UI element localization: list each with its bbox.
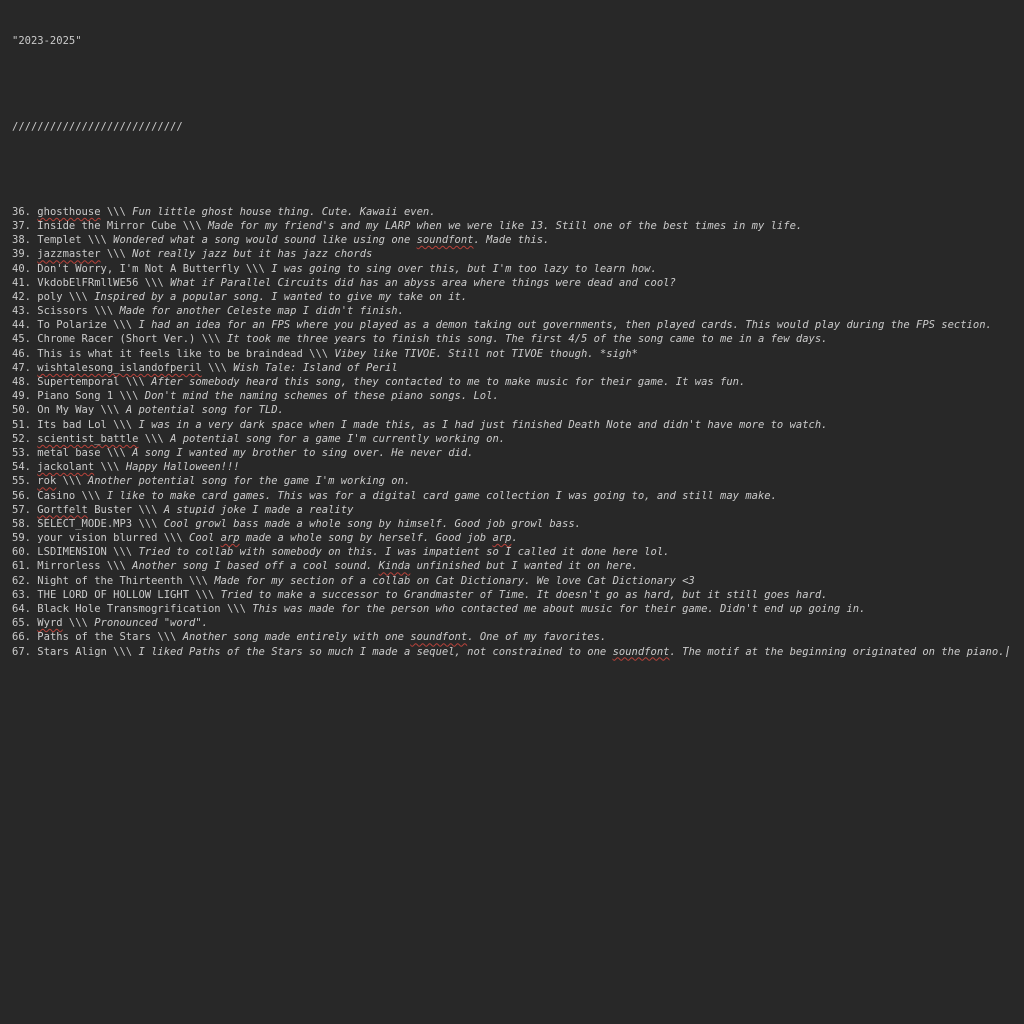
- item-title: THE LORD OF HOLLOW LIGHT: [37, 588, 190, 601]
- item-title: LSDIMENSION: [37, 546, 107, 559]
- item-number: 44.: [12, 319, 38, 332]
- item-separator: \\\: [138, 432, 171, 445]
- list-item: [12, 205, 1014, 219]
- item-description: I liked Paths of the Stars so much I made a sequel, not constrained to one: [138, 645, 613, 658]
- item-description: I was in a very dark space when I made this, as I had just finished Death Note and didn't have more to watch.: [138, 418, 828, 431]
- item-number: 53.: [12, 446, 38, 459]
- item-description: A potential song for TLD.: [125, 404, 284, 417]
- item-separator: \\\: [75, 489, 107, 502]
- item-separator: \\\: [100, 560, 133, 573]
- item-separator: \\\: [132, 503, 164, 516]
- item-separator: \\\: [100, 446, 133, 459]
- item-number: 58.: [12, 517, 38, 530]
- item-description: made a whole song by herself. Good job: [239, 532, 493, 545]
- misspelled-word: arp: [220, 532, 240, 545]
- item-separator: \\\: [220, 603, 253, 616]
- item-description: Happy Halloween!!!: [125, 461, 240, 474]
- item-description: Another potential song for the game I'm working on.: [87, 475, 411, 488]
- item-number: 40.: [12, 262, 38, 275]
- item-title: your vision blurred: [37, 532, 158, 545]
- list-item: [12, 332, 1014, 346]
- item-title: Supertemporal: [37, 376, 120, 389]
- item-separator: \\\: [119, 376, 152, 389]
- list-item: [12, 347, 1014, 361]
- item-number: 49.: [12, 390, 38, 403]
- item-number: 48.: [12, 376, 38, 389]
- item-number: 45.: [12, 333, 38, 346]
- list-item: [12, 418, 1014, 432]
- item-number: 51.: [12, 418, 38, 431]
- item-title: metal base: [37, 446, 101, 459]
- item-separator: \\\: [81, 234, 114, 247]
- item-title: Templet: [37, 234, 82, 247]
- item-title: Inside the Mirror Cube: [37, 219, 177, 232]
- item-description: Don't mind the naming schemes of these piano songs. Lol.: [144, 390, 499, 403]
- item-number: 52.: [12, 432, 38, 445]
- item-description: Vibey like TIVOE. Still not TIVOE though. *sigh*: [334, 347, 638, 360]
- item-description: unfinished but I wanted it on here.: [410, 560, 638, 573]
- item-title: On My Way: [37, 404, 95, 417]
- item-description: A stupid joke I made a reality: [163, 503, 354, 516]
- misspelled-word: Gortfelt: [37, 503, 88, 516]
- list-item: [12, 616, 1014, 630]
- item-separator: \\\: [132, 517, 164, 530]
- item-number: 54.: [12, 461, 38, 474]
- item-description: Made for my friend's and my LARP when we were like 13. Still one of the best times in my life.: [207, 219, 803, 232]
- item-number: 43.: [12, 305, 38, 318]
- misspelled-word: wishtalesong_islandofperil: [37, 361, 202, 374]
- list-item: [12, 645, 1014, 659]
- item-title: Casino: [37, 489, 76, 502]
- item-title: Buster: [87, 503, 133, 516]
- misspelled-word: soundfont: [612, 645, 670, 658]
- item-separator: \\\: [87, 305, 120, 318]
- misspelled-word: jackolant: [37, 461, 95, 474]
- list-item: [12, 559, 1014, 573]
- misspelled-word: scientist_battle: [37, 432, 139, 445]
- page-title: "2023-2025": [12, 35, 82, 48]
- list-item: [12, 403, 1014, 417]
- item-description: A potential song for a game I'm currently working on.: [170, 432, 506, 445]
- item-title: Mirrorless: [37, 560, 101, 573]
- item-number: 42.: [12, 290, 38, 303]
- item-description: Tried to collab with somebody on this. I was impatient so I called it done here lol.: [138, 546, 670, 559]
- item-description: This was made for the person who contacted me about music for their game. Didn't end up going in.: [252, 603, 866, 616]
- blank-line: [12, 162, 1014, 176]
- item-description: After somebody heard this song, they contacted to me to make music for their game. It was fun.: [151, 376, 746, 389]
- list-item: [12, 531, 1014, 545]
- item-number: 39.: [12, 248, 38, 261]
- item-separator: \\\: [106, 546, 139, 559]
- item-title: Piano Song 1: [37, 390, 114, 403]
- item-separator: \\\: [138, 276, 171, 289]
- item-description: Inspired by a popular song. I wanted to give my take on it.: [94, 290, 468, 303]
- item-number: 36.: [12, 205, 38, 218]
- item-title: To Polarize: [37, 319, 107, 332]
- item-description: . One of my favorites.: [467, 631, 607, 644]
- item-description: Not really jazz but it has jazz chords: [132, 248, 373, 261]
- item-separator: \\\: [302, 347, 335, 360]
- item-number: 47.: [12, 361, 38, 374]
- list-item: [12, 446, 1014, 460]
- item-number: 56.: [12, 489, 38, 502]
- item-title: This is what it feels like to be braindead: [37, 347, 303, 360]
- misspelled-word: ghosthouse: [37, 205, 101, 218]
- item-description: Fun little ghost house thing. Cute. Kawaii even.: [132, 205, 436, 218]
- item-title: SELECT_MODE.MP3: [37, 517, 133, 530]
- list-item: [12, 574, 1014, 588]
- item-title: Black Hole Transmogrification: [37, 603, 221, 616]
- list-item: [12, 361, 1014, 375]
- item-description: Wondered what a song would sound like using one: [113, 234, 417, 247]
- item-separator: \\\: [94, 461, 126, 474]
- item-title: Don't Worry, I'm Not A Butterfly: [37, 262, 240, 275]
- list-item: [12, 517, 1014, 531]
- item-number: 64.: [12, 603, 38, 616]
- item-title: Its bad Lol: [37, 418, 107, 431]
- list-item: [12, 545, 1014, 559]
- misspelled-word: jazzmaster: [37, 248, 101, 261]
- list-item: [12, 318, 1014, 332]
- item-description: Pronounced "word".: [94, 617, 208, 630]
- misspelled-word: rok: [37, 475, 57, 488]
- item-description: .: [511, 532, 518, 545]
- item-description: . Made this.: [473, 234, 550, 247]
- list-item: [12, 489, 1014, 503]
- list-item: [12, 630, 1014, 644]
- item-title: Chrome Racer (Short Ver.): [37, 333, 196, 346]
- list-item: [12, 503, 1014, 517]
- item-number: 41.: [12, 276, 38, 289]
- item-separator: \\\: [100, 205, 133, 218]
- misspelled-word: soundfont: [410, 631, 468, 644]
- item-description: Made for another Celeste map I didn't finish.: [119, 305, 404, 318]
- list-item: [12, 588, 1014, 602]
- item-separator: \\\: [195, 333, 227, 346]
- item-description: Another song I based off a cool sound.: [132, 560, 379, 573]
- item-description: Another song made entirely with one: [182, 631, 411, 644]
- item-number: 66.: [12, 631, 38, 644]
- list-item: [12, 219, 1014, 233]
- item-number: 63.: [12, 588, 38, 601]
- item-number: 55.: [12, 475, 38, 488]
- item-separator: \\\: [62, 617, 95, 630]
- text-cursor: [1006, 646, 1009, 657]
- item-separator: \\\: [106, 645, 139, 658]
- item-separator: \\\: [239, 262, 272, 275]
- item-description: I was going to sing over this, but I'm too lazy to learn how.: [271, 262, 657, 275]
- misspelled-word: Wyrd: [37, 617, 63, 630]
- divider: ///////////////////////////: [12, 120, 183, 133]
- item-number: 46.: [12, 347, 38, 360]
- item-description: Cool: [189, 532, 221, 545]
- item-description: What if Parallel Circuits did has an abyss area where things were dead and cool?: [170, 276, 676, 289]
- item-title: poly: [37, 290, 63, 303]
- song-list: [12, 205, 1014, 659]
- misspelled-word: arp: [492, 532, 512, 545]
- item-separator: \\\: [113, 390, 145, 403]
- item-number: 50.: [12, 404, 38, 417]
- item-description: It took me three years to finish this song. The first 4/5 of the song came to me in a few days.: [226, 333, 828, 346]
- item-separator: \\\: [56, 475, 88, 488]
- item-number: 60.: [12, 546, 38, 559]
- list-item: [12, 304, 1014, 318]
- item-number: 67.: [12, 645, 38, 658]
- item-description: Wish Tale: Island of Peril: [233, 361, 398, 374]
- item-separator: \\\: [157, 532, 190, 545]
- item-separator: \\\: [106, 319, 139, 332]
- list-item: [12, 290, 1014, 304]
- list-item: [12, 233, 1014, 247]
- item-number: 62.: [12, 574, 38, 587]
- item-separator: \\\: [182, 574, 215, 587]
- item-title: Stars Align: [37, 645, 107, 658]
- item-separator: \\\: [94, 404, 126, 417]
- item-separator: \\\: [62, 290, 95, 303]
- misspelled-word: Kinda: [378, 560, 411, 573]
- list-item: [12, 602, 1014, 616]
- item-number: 57.: [12, 503, 38, 516]
- item-separator: \\\: [189, 588, 221, 601]
- list-item: [12, 460, 1014, 474]
- list-item: [12, 262, 1014, 276]
- item-description: Tried to make a successor to Grandmaster of Time. It doesn't go as hard, but it still goes hard.: [220, 588, 828, 601]
- item-title: Night of the Thirteenth: [37, 574, 183, 587]
- item-separator: \\\: [176, 219, 208, 232]
- list-item: [12, 375, 1014, 389]
- item-number: 37.: [12, 219, 38, 232]
- list-item: [12, 474, 1014, 488]
- item-description: A song I wanted my brother to sing over. He never did.: [132, 446, 474, 459]
- item-description: I had an idea for an FPS where you played as a demon taking out governments, then played cards. This would play during the FPS section.: [138, 319, 992, 332]
- list-item: [12, 276, 1014, 290]
- item-description: Cool growl bass made a whole song by himself. Good job growl bass.: [163, 517, 581, 530]
- item-description: . The motif at the beginning originated on the piano.: [669, 645, 1005, 658]
- item-title: VkdobElFRmllWE56: [37, 276, 139, 289]
- item-description: Made for my section of a collab on Cat Dictionary. We love Cat Dictionary <3: [214, 574, 695, 587]
- blank-line: [12, 77, 1014, 91]
- item-number: 65.: [12, 617, 38, 630]
- list-item: [12, 432, 1014, 446]
- item-title: Scissors: [37, 305, 88, 318]
- item-separator: \\\: [100, 248, 133, 261]
- item-description: I like to make card games. This was for a digital card game collection I was going to, and still may make.: [106, 489, 777, 502]
- item-number: 61.: [12, 560, 38, 573]
- item-title: Paths of the Stars: [37, 631, 152, 644]
- item-number: 59.: [12, 532, 38, 545]
- item-separator: \\\: [201, 361, 234, 374]
- misspelled-word: soundfont: [416, 234, 474, 247]
- item-separator: \\\: [106, 418, 139, 431]
- list-item: [12, 389, 1014, 403]
- list-item: [12, 247, 1014, 261]
- item-separator: \\\: [151, 631, 183, 644]
- item-number: 38.: [12, 234, 38, 247]
